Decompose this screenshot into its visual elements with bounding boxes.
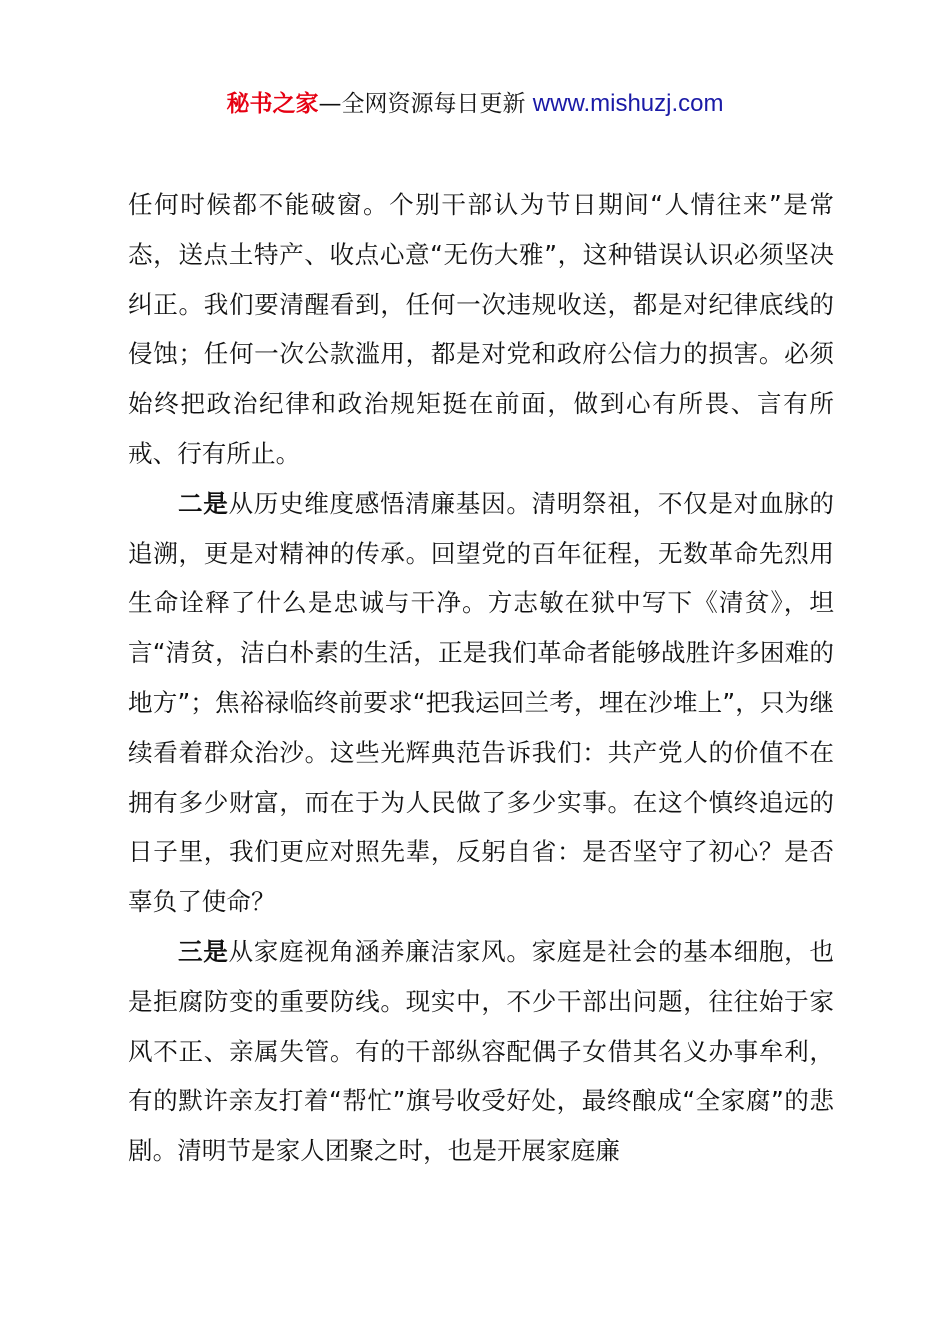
paragraph-text: 从历史维度感悟清廉基因。清明祭祖，不仅是对血脉的追溯，更是对精神的传承。回望党的百年征程，无数革命先烈用生命诠释了什么是忠诚与干净。方志敏在狱中写下《清贫》，坦言“清贫，洁白朴素的生活，正是我们革命者能够战胜许多困难的地方”；焦裕禄临终前要求“把我运回兰考，埋在沙堆上”，只为继续看着群众治沙。这些光辉典范告诉我们：共产党人的价值不在拥有多少财富，而在于为人民做了多少实事。在这个慎终追远的日子里，我们更应对照先辈，反躬自省：是否坚守了初心？是否辜负了使命？ [128,488,834,917]
paragraph-lead: 三是 [178,936,229,966]
paragraph-1 [128,180,834,479]
paragraph-2 [128,479,834,927]
site-brand: 秘书之家 [226,91,319,117]
site-url-link[interactable]: www.mishuzj.com [532,90,724,117]
site-header [0,88,950,120]
paragraph-lead: 二是 [178,488,229,518]
paragraph-3 [128,927,834,1176]
paragraph-text: 任何时候都不能破窗。个别干部认为节日期间“人情往来”是常态，送点土特产、收点心意“无伤大雅”，这种错误认识必须坚决纠正。我们要清醒看到，任何一次违规收送，都是对纪律底线的侵蚀；任何一次公款滥用，都是对党和政府公信力的损害。必须始终把政治纪律和政治规矩挺在前面，做到心有所畏、言有所戒、行有所止。 [128,190,835,468]
site-tagline: —全网资源每日更新 [318,91,526,117]
document-body [128,180,834,1176]
paragraph-text: 从家庭视角涵养廉洁家风。家庭是社会的基本细胞，也是拒腐防变的重要防线。现实中，不少干部出问题，往往始于家风不正、亲属失管。有的干部纵容配偶子女借其名义办事牟利，有的默许亲友打着“帮忙”旗号收受好处，最终酿成“全家腐”的悲剧。清明节是家人团聚之时，也是开展家庭廉 [128,936,834,1166]
